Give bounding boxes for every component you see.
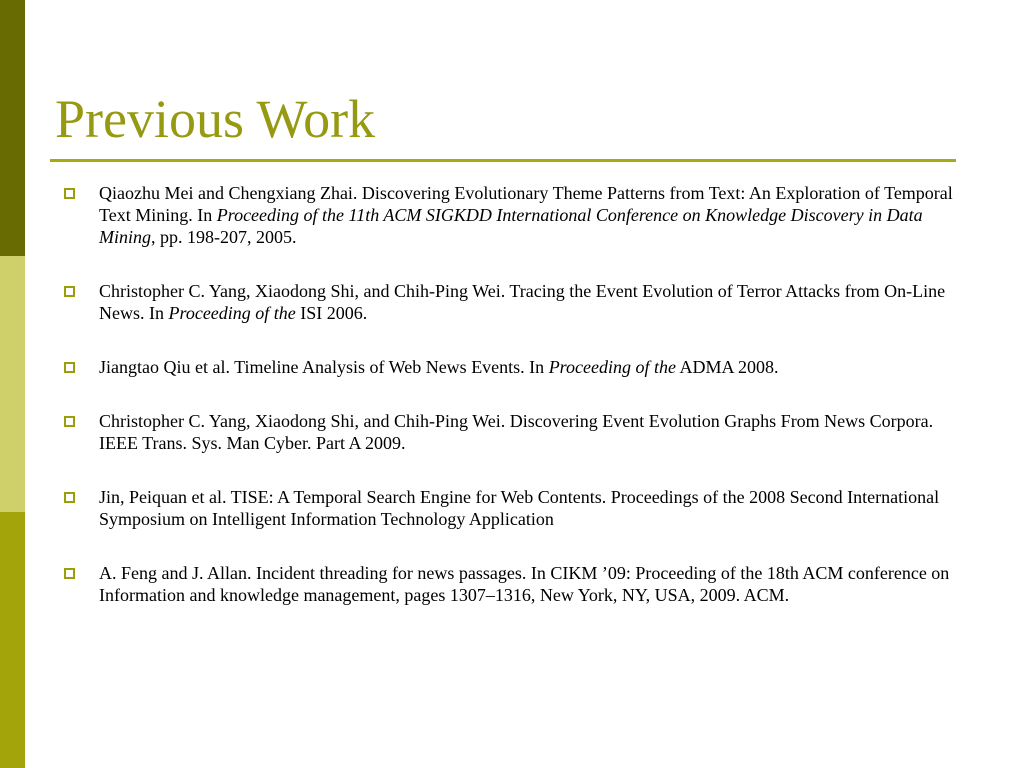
reference-text: Christopher C. Yang, Xiaodong Shi, and Chih-Ping Wei. Tracing the Event Evolution of Terror Attacks from On-Line News. In	[99, 281, 946, 323]
reference-item	[64, 182, 964, 248]
reference-item	[64, 280, 964, 324]
sidebar-segment-top	[0, 0, 25, 256]
sidebar-stripe	[0, 0, 25, 768]
reference-venue: Proceeding of the	[548, 357, 676, 377]
reference-tail: , pp. 198-207, 2005.	[151, 227, 297, 247]
reference-text: Jiangtao Qiu et al. Timeline Analysis of Web News Events. In	[99, 357, 549, 377]
reference-item	[64, 562, 964, 606]
hollow-square-icon	[64, 492, 75, 503]
reference-venue: Proceeding of the	[168, 303, 296, 323]
reference-list	[64, 182, 964, 638]
reference-item	[64, 486, 964, 530]
slide-title: Previous Work	[55, 89, 376, 149]
hollow-square-icon	[64, 362, 75, 373]
reference-item	[64, 356, 964, 378]
reference-text: Christopher C. Yang, Xiaodong Shi, and Chih-Ping Wei. Discovering Event Evolution Graphs From News Corpora. IEEE Trans. Sys. Man Cyber. Part A 2009.	[99, 411, 934, 453]
hollow-square-icon	[64, 416, 75, 427]
hollow-square-icon	[64, 188, 75, 199]
hollow-square-icon	[64, 568, 75, 579]
reference-tail: ISI 2006.	[295, 303, 368, 323]
sidebar-segment-middle	[0, 256, 25, 512]
reference-text: Qiaozhu Mei and Chengxiang Zhai. Discovering Evolutionary Theme Patterns from Text: An Exploration of Temporal Text Mining. In	[99, 183, 953, 225]
title-underline	[50, 159, 956, 162]
reference-tail: ADMA 2008.	[675, 357, 779, 377]
reference-venue: Proceeding of the 11th ACM SIGKDD International Conference on Knowledge Discovery in Data Mining	[99, 205, 923, 247]
reference-text: A. Feng and J. Allan. Incident threading for news passages. In CIKM ’09: Proceeding of the 18th ACM conference on Information and knowledge management, pages 1307–1316, New York, NY, USA, 2009. ACM.	[99, 563, 950, 605]
sidebar-segment-bottom	[0, 512, 25, 768]
reference-text: Jin, Peiquan et al. TISE: A Temporal Search Engine for Web Contents. Proceedings of the 2008 Second International Symposium on Intelligent Information Technology Application	[99, 487, 940, 529]
hollow-square-icon	[64, 286, 75, 297]
reference-item	[64, 410, 964, 454]
